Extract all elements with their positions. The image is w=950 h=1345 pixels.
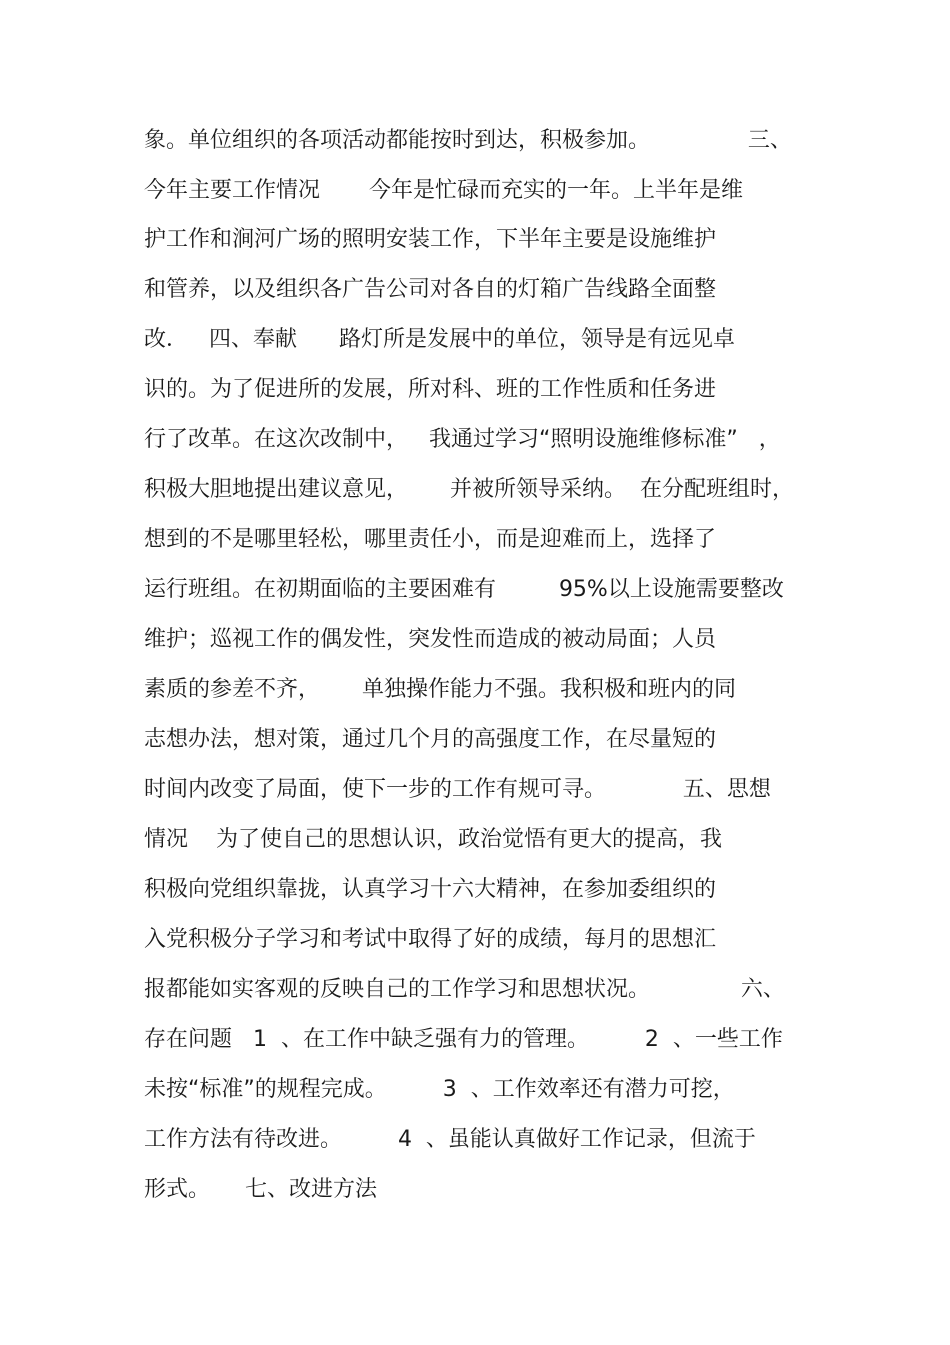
text-line: 形式。 七、改进方法 (144, 1177, 377, 1202)
text-line: 情况 为了使自己的思想认识，政治觉悟有更大的提高，我 (144, 827, 722, 852)
text-line: 存在问题 1 、在工作中缺乏强有力的管理。 2 、一些工作 (144, 1027, 783, 1052)
text-line: 行了改革。在这次改制中， 我通过学习“照明设施维修标准” ， (144, 427, 781, 452)
text-line: 积极大胆地提出建议意见， 并被所领导采纳。 在分配班组时， (144, 477, 794, 502)
text-line: 今年主要工作情况 今年是忙碌而充实的一年。上半年是维 (144, 178, 743, 203)
text-line: 改． 四、奉献 路灯所是发展中的单位，领导是有远见卓 (144, 327, 735, 352)
text-line: 志想办法，想对策，通过几个月的高强度工作，在尽量短的 (144, 727, 717, 752)
text-line: 时间内改变了局面，使下一步的工作有规可寻。 五、思想 (144, 777, 771, 802)
text-line: 护工作和涧河广场的照明安装工作，下半年主要是设施维护 (144, 227, 717, 252)
text-line: 积极向党组织靠拢，认真学习十六大精神，在参加委组织的 (144, 877, 717, 902)
text-line: 象。单位组织的各项活动都能按时到达，积极参加。 三、 (144, 128, 792, 153)
text-line: 识的。为了促进所的发展，所对科、班的工作性质和任务进 (144, 377, 717, 402)
text-line: 运行班组。在初期面临的主要困难有 95%以上设施需要整改 (144, 577, 784, 602)
text-line: 素质的参差不齐， 单独操作能力不强。我积极和班内的同 (144, 677, 736, 702)
text-line: 和管养，以及组织各广告公司对各自的灯箱广告线路全面整 (144, 277, 717, 302)
text-line: 入党积极分子学习和考试中取得了好的成绩，每月的思想汇 (144, 927, 717, 952)
text-line: 想到的不是哪里轻松，哪里责任小，而是迎难而上，选择了 (144, 527, 717, 552)
text-line: 维护；巡视工作的偶发性，突发性而造成的被动局面；人员 (144, 627, 717, 652)
text-line: 报都能如实客观的反映自己的工作学习和思想状况。 六、 (144, 977, 785, 1002)
text-line: 工作方法有待改进。 4 、虽能认真做好工作记录，但流于 (144, 1127, 756, 1152)
text-line: 未按“标准”的规程完成。 3 、工作效率还有潜力可挖， (144, 1077, 735, 1102)
